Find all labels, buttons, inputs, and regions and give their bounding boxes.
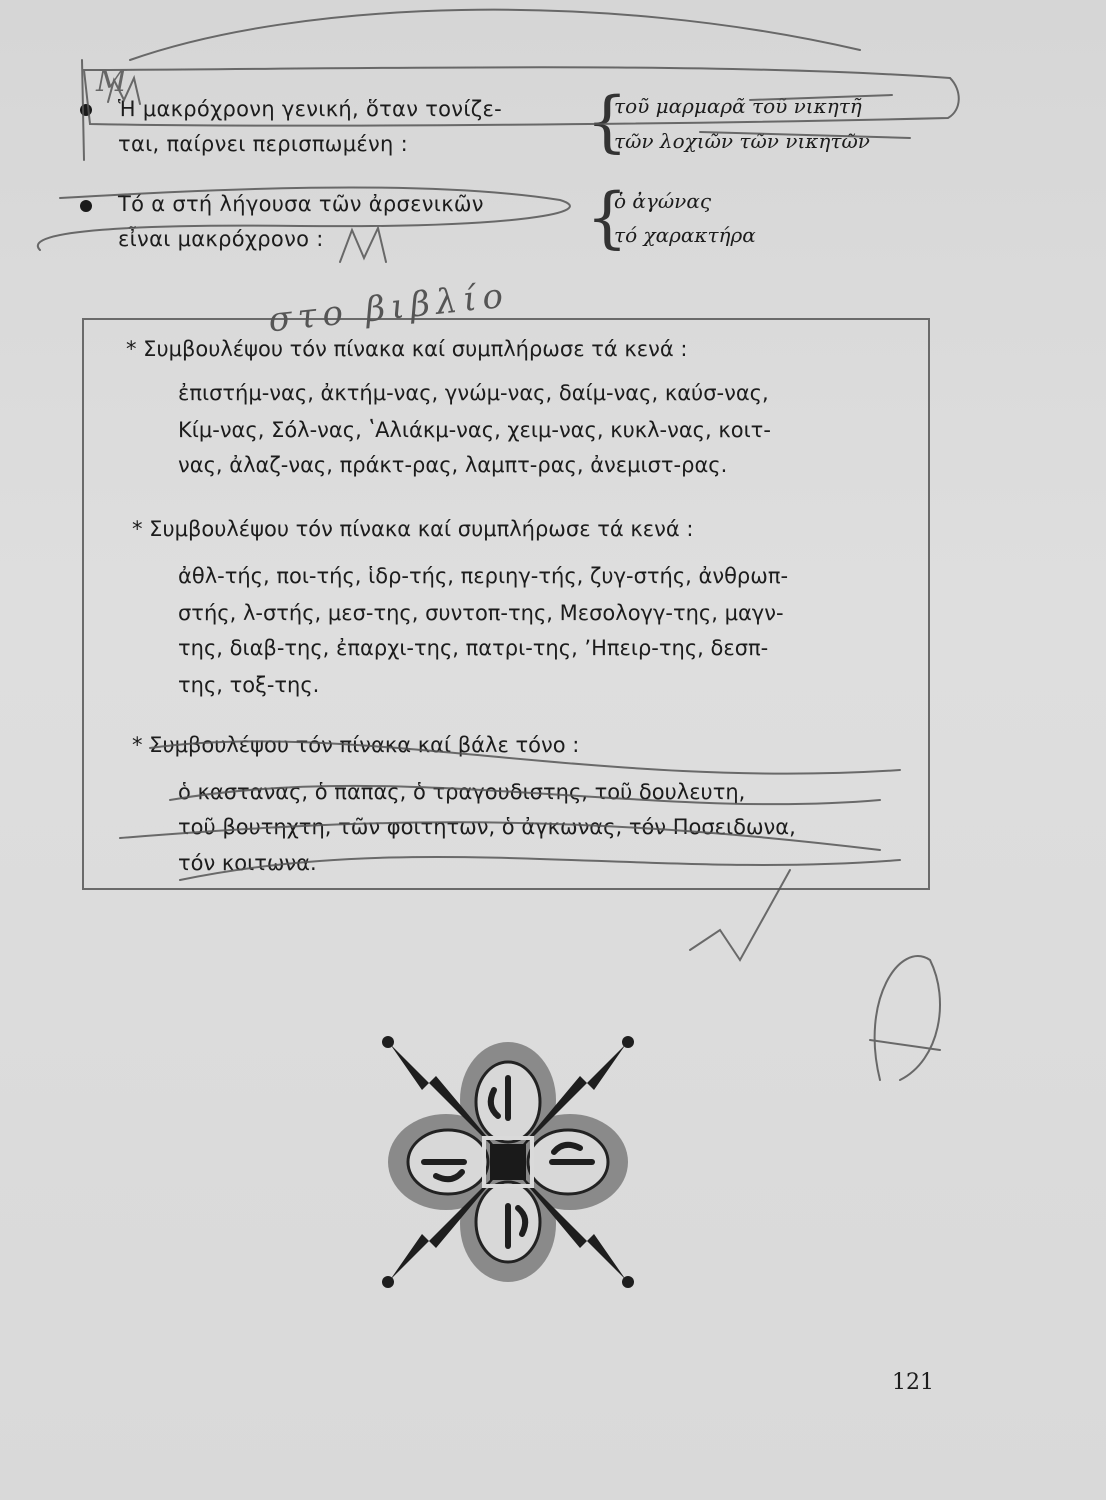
rule-2-example-1: ὁ ἀγώνας bbox=[614, 189, 712, 213]
exercise-1-line-2: Κίμ-νας, Σόλ-νας, ʽΑλιάκμ-νας, χειμ-νας, κυκλ-νας, κοιτ- bbox=[178, 418, 771, 442]
rule-1-text-line-2: ται, παίρνει περισπωμένη : bbox=[118, 132, 408, 156]
exercise-3-line-1: ὁ καστανας, ὁ παπας, ὁ τραγουδιστης, τοῦ δουλευτη, bbox=[178, 780, 746, 804]
exercise-2-line-4: της, τοξ-της. bbox=[178, 673, 320, 697]
exercise-2-line-2: στής, λ-στής, μεσ-της, συντοπ-της, Μεσολογγ-της, μαγν- bbox=[178, 601, 784, 625]
rule-2-example-2: τό χαρακτήρα bbox=[614, 223, 756, 247]
handwritten-mark: Μ bbox=[96, 64, 127, 99]
exercise-2-line-3: της, διαβ-της, ἐπαρχι-της, πατρι-της, ʼΗπειρ-της, δεσπ- bbox=[178, 636, 769, 660]
rule-1-example-2: τῶν λοχιῶν τῶν νικητῶν bbox=[614, 129, 870, 153]
rule-1-text-line-1: Ἡ μακρόχρονη γενική, ὅταν τονίζε- bbox=[118, 97, 502, 121]
rule-2-text-line-1: Τό α στή λήγουσα τῶν ἀρσενικῶν bbox=[118, 192, 484, 216]
page-number: 121 bbox=[892, 1370, 934, 1395]
rule-1-bullet bbox=[80, 104, 92, 116]
exercise-2-line-1: ἀθλ-τής, ποι-τής, ἱδρ-τής, περιηγ-τής, ζυγ-στής, ἀνθρωπ- bbox=[178, 564, 789, 588]
rule-2-brace: { bbox=[586, 179, 628, 256]
rule-2-text-line-2: εἶναι μακρόχρονο : bbox=[118, 227, 324, 251]
exercise-3-line-2: τοῦ βουτηχτη, τῶν φοιτητων, ὁ ἀγκωνας, τόν Ποσειδωνα, bbox=[178, 815, 796, 839]
exercise-2-instruction: * Συμβουλέψου τόν πίνακα καί συμπλήρωσε τά κενά : bbox=[132, 517, 694, 541]
rule-1-example-1: τοῦ μαρμαρᾶ τοῦ νικητῆ bbox=[614, 94, 862, 118]
exercise-1-line-1: ἐπιστήμ-νας, ἀκτήμ-νας, γνώμ-νας, δαίμ-νας, καύσ-νας, bbox=[178, 381, 769, 405]
exercise-1-instruction: * Συμβουλέψου τόν πίνακα καί συμπλήρωσε τά κενά : bbox=[126, 337, 688, 361]
handwritten-note: στο βιβλίο bbox=[266, 275, 511, 341]
exercise-3-instruction: * Συμβουλέψου τόν πίνακα καί βάλε τόνο : bbox=[132, 733, 580, 757]
rule-1-brace: { bbox=[586, 83, 628, 160]
exercise-1-line-3: νας, ἀλαζ-νας, πράκτ-ρας, λαμπτ-ρας, ἀνεμιστ-ρας. bbox=[178, 453, 728, 477]
exercise-3-line-3: τόν κοιτωνα. bbox=[178, 851, 317, 875]
rule-2-bullet bbox=[80, 200, 92, 212]
